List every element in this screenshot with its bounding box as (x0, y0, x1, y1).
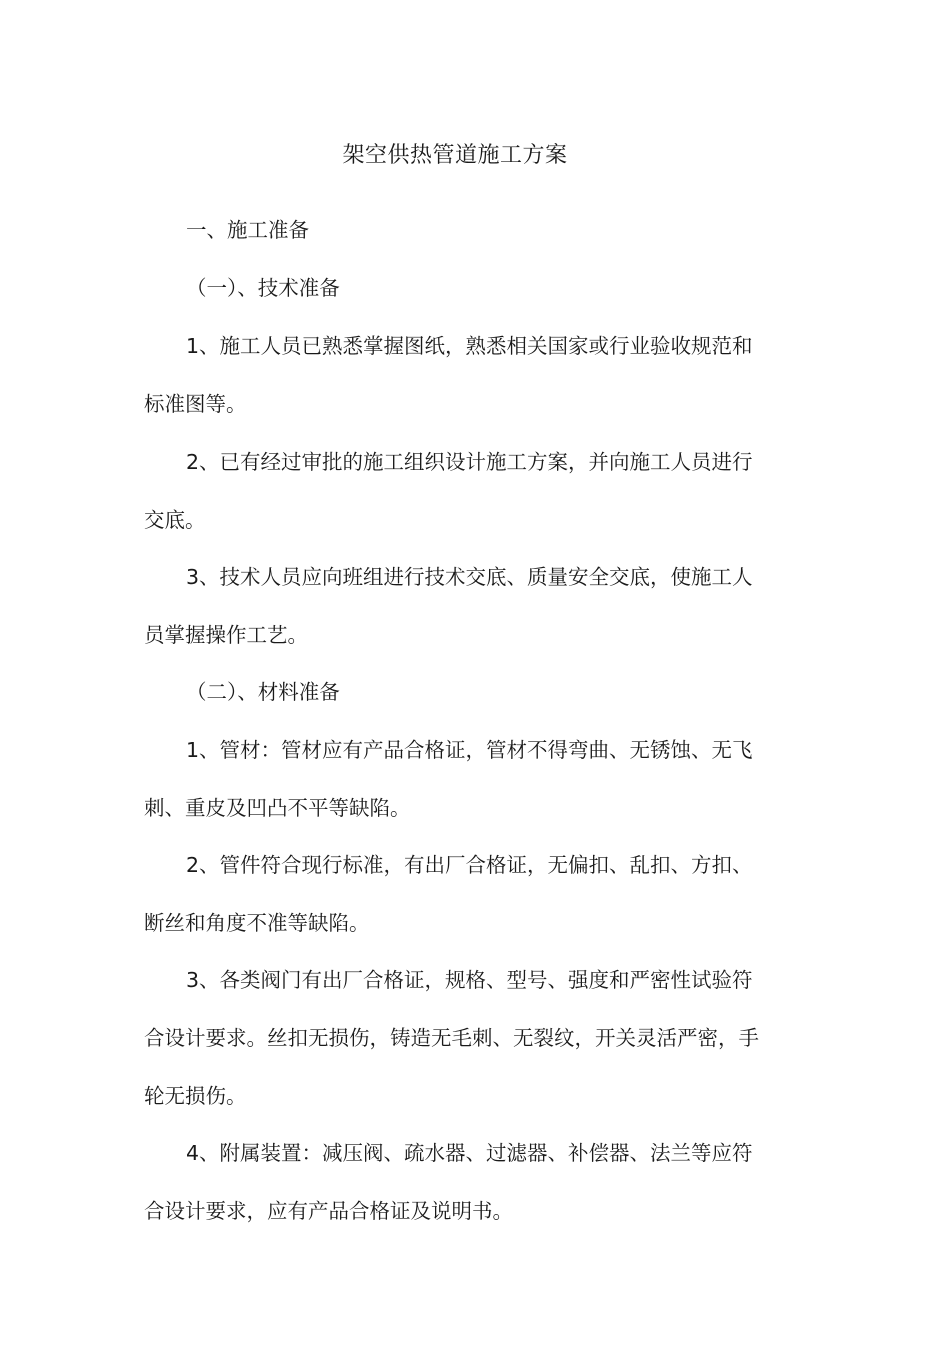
paragraph-line: 交底。 (144, 508, 206, 532)
paragraph-line: 员掌握操作工艺。 (144, 623, 308, 647)
paragraph-line: 3、各类阀门有出厂合格证，规格、型号、强度和严密性试验符 (186, 968, 753, 992)
paragraph-line: 2、已有经过审批的施工组织设计施工方案，并向施工人员进行 (186, 450, 753, 474)
paragraph-line: 3、技术人员应向班组进行技术交底、质量安全交底，使施工人 (186, 565, 753, 589)
paragraph-line: 1、管材：管材应有产品合格证，管材不得弯曲、无锈蚀、无飞 (186, 738, 753, 762)
paragraph-line: 轮无损伤。 (144, 1084, 247, 1108)
paragraph-line: 合设计要求，应有产品合格证及说明书。 (144, 1199, 513, 1223)
subsection-heading-material-preparation: （二）、材料准备 (186, 680, 340, 704)
paragraph-line: 合设计要求。丝扣无损伤，铸造无毛刺、无裂纹，开关灵活严密，手 (144, 1026, 759, 1050)
paragraph-line: 2、管件符合现行标准，有出厂合格证，无偏扣、乱扣、方扣、 (186, 853, 753, 877)
paragraph-line: 4、附属装置：减压阀、疏水器、过滤器、补偿器、法兰等应符 (186, 1141, 753, 1165)
document-title: 架空供热管道施工方案 (342, 143, 568, 168)
paragraph-line: 标准图等。 (144, 392, 247, 416)
paragraph-line: 断丝和角度不准等缺陷。 (144, 911, 370, 935)
subsection-heading-technical-preparation: （一）、技术准备 (186, 276, 340, 300)
section-heading-construction-preparation: 一、施工准备 (186, 218, 309, 242)
paragraph-line: 1、施工人员已熟悉掌握图纸，熟悉相关国家或行业验收规范和 (186, 334, 753, 358)
paragraph-line: 刺、重皮及凹凸不平等缺陷。 (144, 796, 411, 820)
